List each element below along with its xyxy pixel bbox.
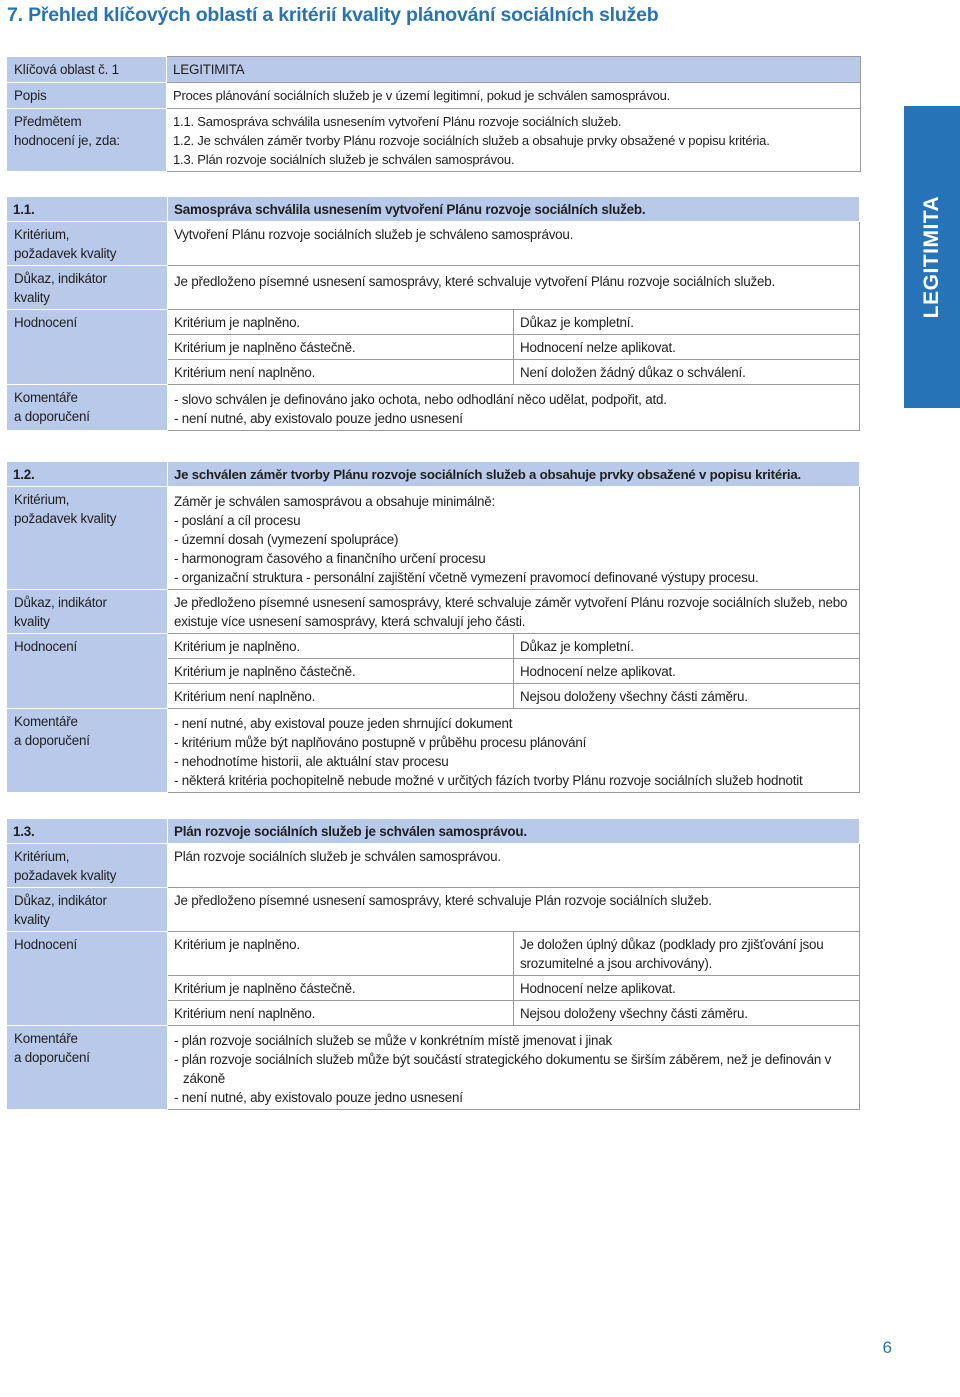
comment-item: - není nutné, aby existovalo pouze jedno usnesení: [174, 411, 463, 426]
comments-list: [168, 385, 860, 431]
rating-criterion: Kritérium je naplněno.: [168, 634, 514, 659]
rating-criterion: Kritérium není naplněno.: [168, 360, 514, 385]
side-tab-label: LEGITIMITA: [920, 195, 943, 319]
comments-row: [7, 385, 860, 431]
criterion-number: 1.2.: [7, 462, 168, 487]
rating-label: Hodnocení: [7, 310, 168, 335]
rating-label: Hodnocení: [7, 634, 168, 659]
evidence-label: Důkaz, indikátor kvality: [7, 888, 168, 932]
rating-label-cont: [7, 976, 168, 1001]
area-label: Klíčová oblast č. 1: [7, 57, 167, 83]
rating-criterion: Kritérium je naplněno.: [168, 310, 514, 335]
rating-label-cont: [7, 1001, 168, 1026]
rating-evidence: Hodnocení nelze aplikovat.: [514, 659, 860, 684]
rating-row: [7, 634, 860, 659]
rating-evidence: Nejsou doloženy všechny části záměru.: [514, 684, 860, 709]
rating-label-cont: [7, 659, 168, 684]
rating-row: [7, 659, 860, 684]
requirement-text: Plán rozvoje sociálních služeb je schválen samosprávou.: [168, 844, 860, 888]
area-name: LEGITIMITA: [167, 57, 861, 83]
subject-item: 1.3. Plán rozvoje sociálních služeb je schválen samosprávou.: [173, 152, 515, 167]
overview-table: [6, 56, 861, 172]
comments-label: Komentáře a doporučení: [7, 385, 168, 431]
evidence-row: [7, 266, 860, 310]
rating-evidence: Není doložen žádný důkaz o schválení.: [514, 360, 860, 385]
rating-criterion: Kritérium je naplněno částečně.: [168, 659, 514, 684]
requirement-row: [7, 844, 860, 888]
rating-evidence: Hodnocení nelze aplikovat.: [514, 335, 860, 360]
requirement-text: Vytvoření Plánu rozvoje sociálních služeb je schváleno samosprávou.: [168, 222, 860, 266]
rating-label: Hodnocení: [7, 932, 168, 976]
rating-row: [7, 335, 860, 360]
criterion-title: Plán rozvoje sociálních služeb je schválen samosprávou.: [168, 819, 860, 844]
rating-criterion: Kritérium není naplněno.: [168, 684, 514, 709]
criterion-header: [7, 462, 860, 487]
rating-evidence: Důkaz je kompletní.: [514, 310, 860, 335]
rating-row: [7, 932, 860, 976]
desc-label: Popis: [7, 83, 167, 109]
rating-evidence: Hodnocení nelze aplikovat.: [514, 976, 860, 1001]
comments-row: [7, 1026, 860, 1110]
rating-criterion: Kritérium není naplněno.: [168, 1001, 514, 1026]
criterion-number: 1.1.: [7, 197, 168, 222]
page-title: 7. Přehled klíčových oblastí a kritérií kvality plánování sociálních služeb: [7, 4, 659, 26]
side-tab: [904, 106, 960, 408]
comment-item: - kritérium může být naplňováno postupně v průběhu procesu plánování: [174, 735, 587, 750]
comment-item: - není nutné, aby existovalo pouze jedno usnesení: [174, 1090, 463, 1105]
rating-row: [7, 976, 860, 1001]
criterion-title: Je schválen záměr tvorby Plánu rozvoje sociálních služeb a obsahuje prvky obsažené v popisu kritéria.: [168, 462, 860, 487]
criterion-table-1-3: [6, 818, 860, 1110]
evidence-label: Důkaz, indikátor kvality: [7, 590, 168, 634]
rating-label-cont: [7, 335, 168, 360]
rating-row: [7, 310, 860, 335]
rating-criterion: Kritérium je naplněno.: [168, 932, 514, 976]
comment-item: - slovo schválen je definováno jako ochota, nebo odhodlání něco udělat, podpořit, atd.: [174, 392, 667, 407]
comments-list: [168, 709, 860, 793]
requirement-row: [7, 222, 860, 266]
comments-row: [7, 709, 860, 793]
desc-text: Proces plánování sociálních služeb je v území legitimní, pokud je schválen samosprávou.: [167, 83, 861, 109]
requirement-text: Záměr je schválen samosprávou a obsahuje minimálně: - poslání a cíl procesu - územní dosah (vymezení spolupráce) - harmonogram časového a finančního určení procesu - organizační struktura - personální zajištění včetně vymezení pravomocí definované výstupy procesu.: [168, 487, 860, 590]
requirement-label: Kritérium, požadavek kvality: [7, 844, 168, 888]
rating-criterion: Kritérium je naplněno částečně.: [168, 976, 514, 1001]
comment-item: - některá kritéria pochopitelně nebude možné v určitých fázích tvorby Plánu rozvoje sociálních služeb hodnotit: [174, 773, 803, 788]
evidence-text: Je předloženo písemné usnesení samosprávy, které schvaluje záměr vytvoření Plánu rozvoje sociálních služeb, nebo existuje více usnesení samosprávy, která schvalují jeho části.: [168, 590, 860, 634]
overview-desc-row: [7, 83, 861, 109]
evidence-row: [7, 590, 860, 634]
evidence-label: Důkaz, indikátor kvality: [7, 266, 168, 310]
criterion-header: [7, 819, 860, 844]
rating-criterion: Kritérium je naplněno částečně.: [168, 335, 514, 360]
page-number: 6: [882, 1338, 892, 1357]
rating-row: [7, 684, 860, 709]
rating-evidence: Nejsou doloženy všechny části záměru.: [514, 1001, 860, 1026]
requirement-row: [7, 487, 860, 590]
criterion-number: 1.3.: [7, 819, 168, 844]
overview-subject-row: [7, 109, 861, 172]
comment-item: - plán rozvoje sociálních služeb může být součástí strategického dokumentu se širším záběrem, než je definován v zákoně: [174, 1052, 832, 1086]
rating-evidence: Důkaz je kompletní.: [514, 634, 860, 659]
rating-label-cont: [7, 684, 168, 709]
overview-area-row: [7, 57, 861, 83]
comment-item: - plán rozvoje sociálních služeb se může v konkrétním místě jmenovat i jinak: [174, 1033, 613, 1048]
comments-list: [168, 1026, 860, 1110]
comments-label: Komentáře a doporučení: [7, 1026, 168, 1110]
criterion-title: Samospráva schválila usnesením vytvoření Plánu rozvoje sociálních služeb.: [168, 197, 860, 222]
evidence-row: [7, 888, 860, 932]
rating-row: [7, 360, 860, 385]
rating-row: [7, 1001, 860, 1026]
comments-label: Komentáře a doporučení: [7, 709, 168, 793]
comment-item: - není nutné, aby existoval pouze jeden shrnující dokument: [174, 716, 513, 731]
criterion-table-1-2: [6, 461, 860, 793]
subject-label: Předmětem hodnocení je, zda:: [7, 109, 167, 172]
comment-item: - nehodnotíme historii, ale aktuální stav procesu: [174, 754, 449, 769]
requirement-label: Kritérium, požadavek kvality: [7, 222, 168, 266]
subject-item: 1.2. Je schválen záměr tvorby Plánu rozvoje sociálních služeb a obsahuje prvky obsažené v popisu kritéria.: [173, 133, 770, 148]
requirement-label: Kritérium, požadavek kvality: [7, 487, 168, 590]
evidence-text: Je předloženo písemné usnesení samosprávy, které schvaluje Plán rozvoje sociálních služeb.: [168, 888, 860, 932]
subject-list: [167, 109, 861, 172]
criterion-header: [7, 197, 860, 222]
criterion-table-1-1: [6, 196, 860, 431]
evidence-text: Je předloženo písemné usnesení samosprávy, které schvaluje vytvoření Plánu rozvoje sociálních služeb.: [168, 266, 860, 310]
rating-evidence: Je doložen úplný důkaz (podklady pro zjišťování jsou srozumitelné a jsou archivovány).: [514, 932, 860, 976]
subject-item: 1.1. Samospráva schválila usnesením vytvoření Plánu rozvoje sociálních služeb.: [173, 114, 622, 129]
rating-label-cont: [7, 360, 168, 385]
